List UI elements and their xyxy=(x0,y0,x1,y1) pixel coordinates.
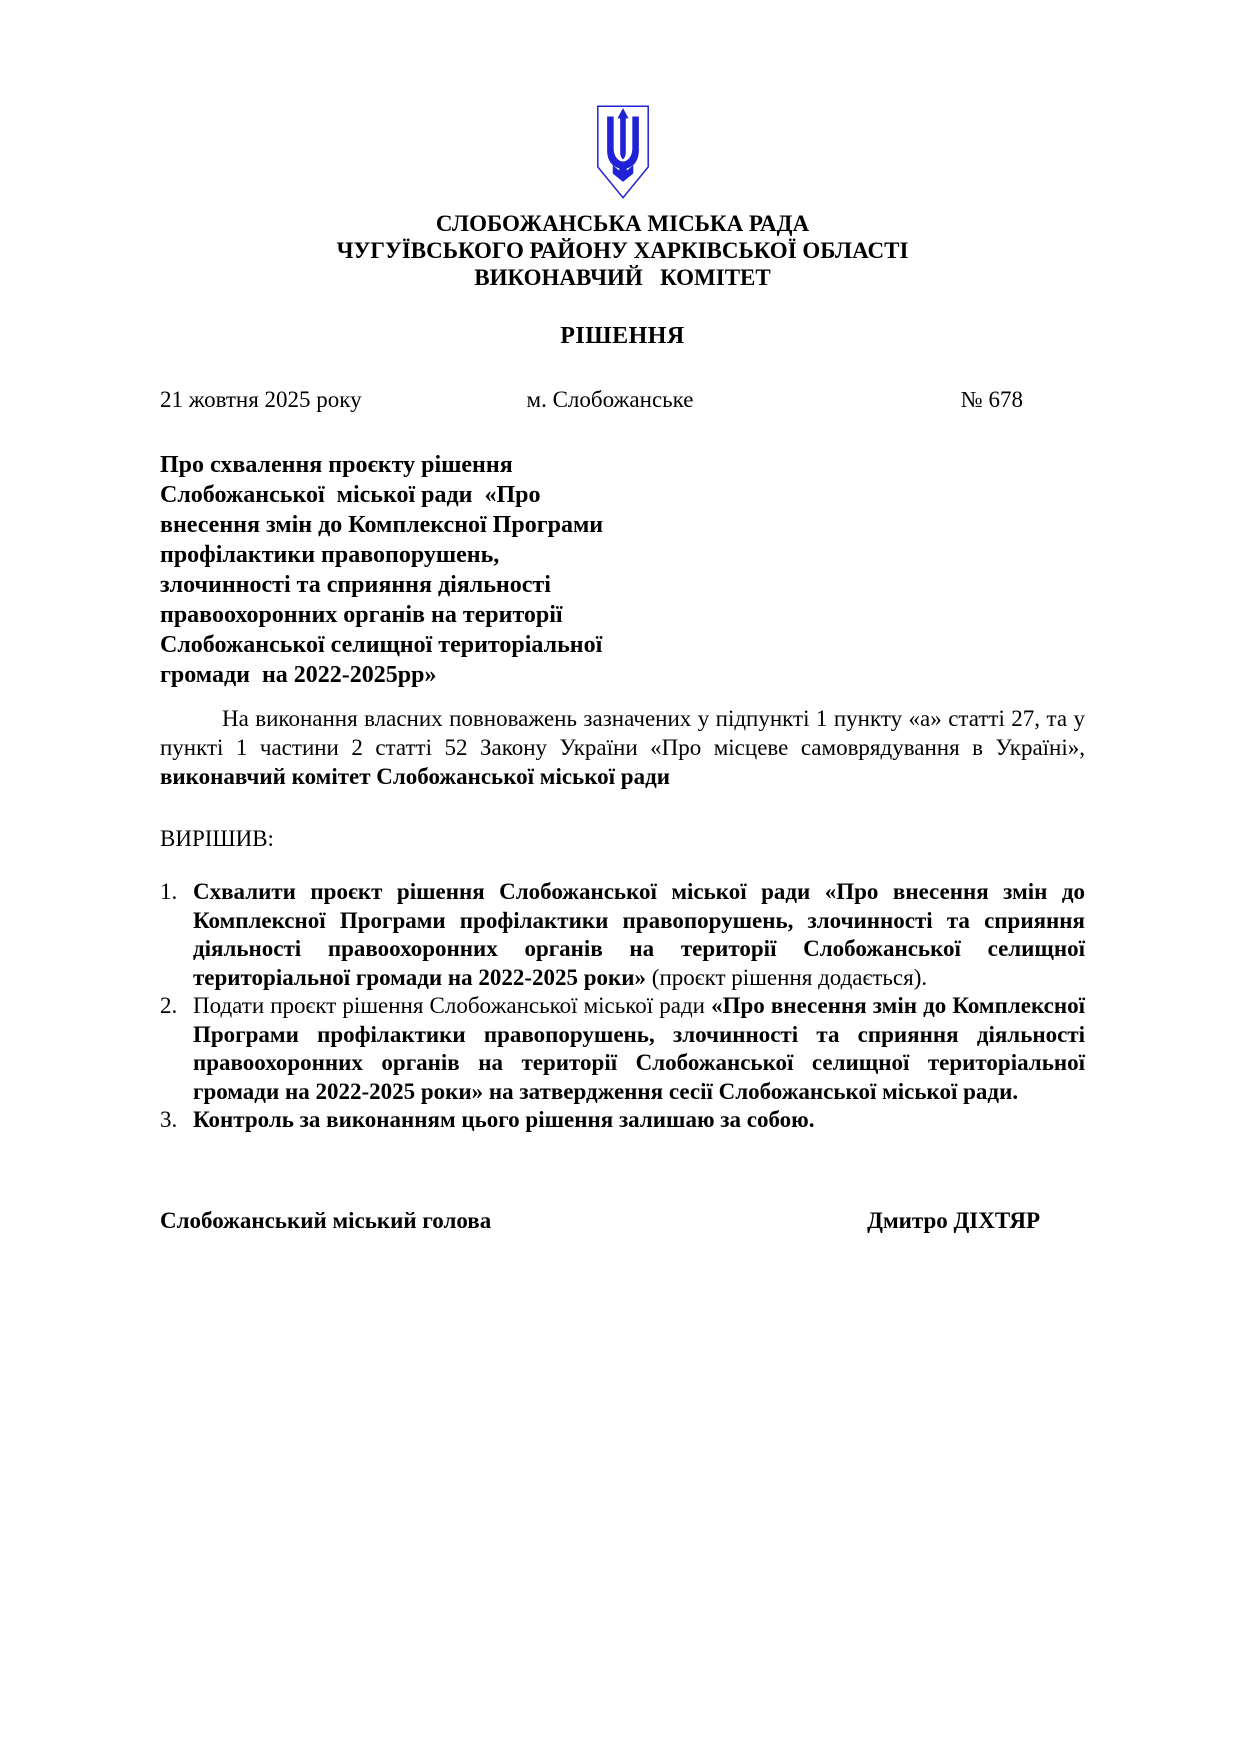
subject-line: громади на 2022-2025рр» xyxy=(160,662,437,688)
signer-name: Дмитро ДІХТЯР xyxy=(867,1207,1040,1233)
item-emphasis: Контроль за виконанням цього рішення залишаю за собою. xyxy=(193,1107,815,1132)
subject-line: внесення змін до Комплексної Програми xyxy=(160,512,604,538)
resolution-list xyxy=(160,878,1085,1135)
signer-position: Слобожанський міський голова xyxy=(160,1207,492,1233)
signature-row xyxy=(160,1207,1085,1234)
subject-line: Про схвалення проєкту рішення xyxy=(160,452,513,478)
emblem-block xyxy=(160,0,1085,201)
document-type-title: РІШЕННЯ xyxy=(560,323,685,349)
preamble-text: На виконання власних повноважень зазначених у підпункті 1 пункту «а» статті 27, та у пункті 1 частини 2 статті 52 Закону України «Про місцеве самоврядування в Україні», xyxy=(160,706,1085,760)
document-place: м. Слобожанське xyxy=(526,387,694,412)
subject-line: профілактики правопорушень, xyxy=(160,542,500,568)
preamble-bold-text: виконавчий комітет Слобожанської міської ради xyxy=(160,764,670,789)
document-subject xyxy=(160,450,680,690)
item-text xyxy=(193,992,1085,1106)
item-lead: Подати проєкт рішення Слобожанської міської ради xyxy=(193,993,712,1018)
preamble-paragraph xyxy=(160,704,1085,791)
list-item xyxy=(160,992,1085,1106)
list-item xyxy=(160,1106,1085,1135)
subject-line: Слобожанської міської ради «Про xyxy=(160,482,541,508)
list-item xyxy=(160,878,1085,992)
document-date: 21 жовтня 2025 року xyxy=(160,387,362,412)
item-number: 3. xyxy=(160,1107,178,1132)
org-name-line3: ВИКОНАВЧИЙ КОМІТЕТ xyxy=(474,265,771,290)
subject-line: правоохоронних органів на території xyxy=(160,602,563,628)
item-emphasis: Схвалити проєкт рішення Слобожанської міської ради «Про внесення змін до Комплексної Програми профілактики правопорушень, злочинності та сприяння діяльності правоохоронних органів на території Слобожанської селищної територіальної громади на 2022-2025 роки» xyxy=(193,879,1085,990)
document-number: № 678 xyxy=(960,387,1023,412)
item-text xyxy=(193,1106,1085,1135)
subject-line: Слобожанської селищної територіальної xyxy=(160,632,603,658)
document-meta-row xyxy=(160,386,1085,413)
subject-line: злочинності та сприяння діяльності xyxy=(160,572,551,598)
item-number: 1. xyxy=(160,879,178,904)
item-number: 2. xyxy=(160,993,178,1018)
ukraine-trident-icon xyxy=(595,103,651,201)
item-emphasis: «Про внесення змін до Комплексної Програми профілактики правопорушень, злочинності та сприяння діяльності правоохоронних органів на території Слобожанської селищної територіальної громади на 2022-2025 роки» на затвердження сесії Слобожанської міської ради. xyxy=(193,993,1085,1104)
org-name-line1: СЛОБОЖАНСЬКА МІСЬКА РАДА xyxy=(435,211,810,236)
org-name-line2: ЧУГУЇВСЬКОГО РАЙОНУ ХАРКІВСЬКОЇ ОБЛАСТІ xyxy=(336,238,909,263)
item-text xyxy=(193,878,1085,992)
resolved-label: ВИРІШИВ: xyxy=(160,826,274,851)
item-tail: (проєкт рішення додається). xyxy=(646,964,928,990)
